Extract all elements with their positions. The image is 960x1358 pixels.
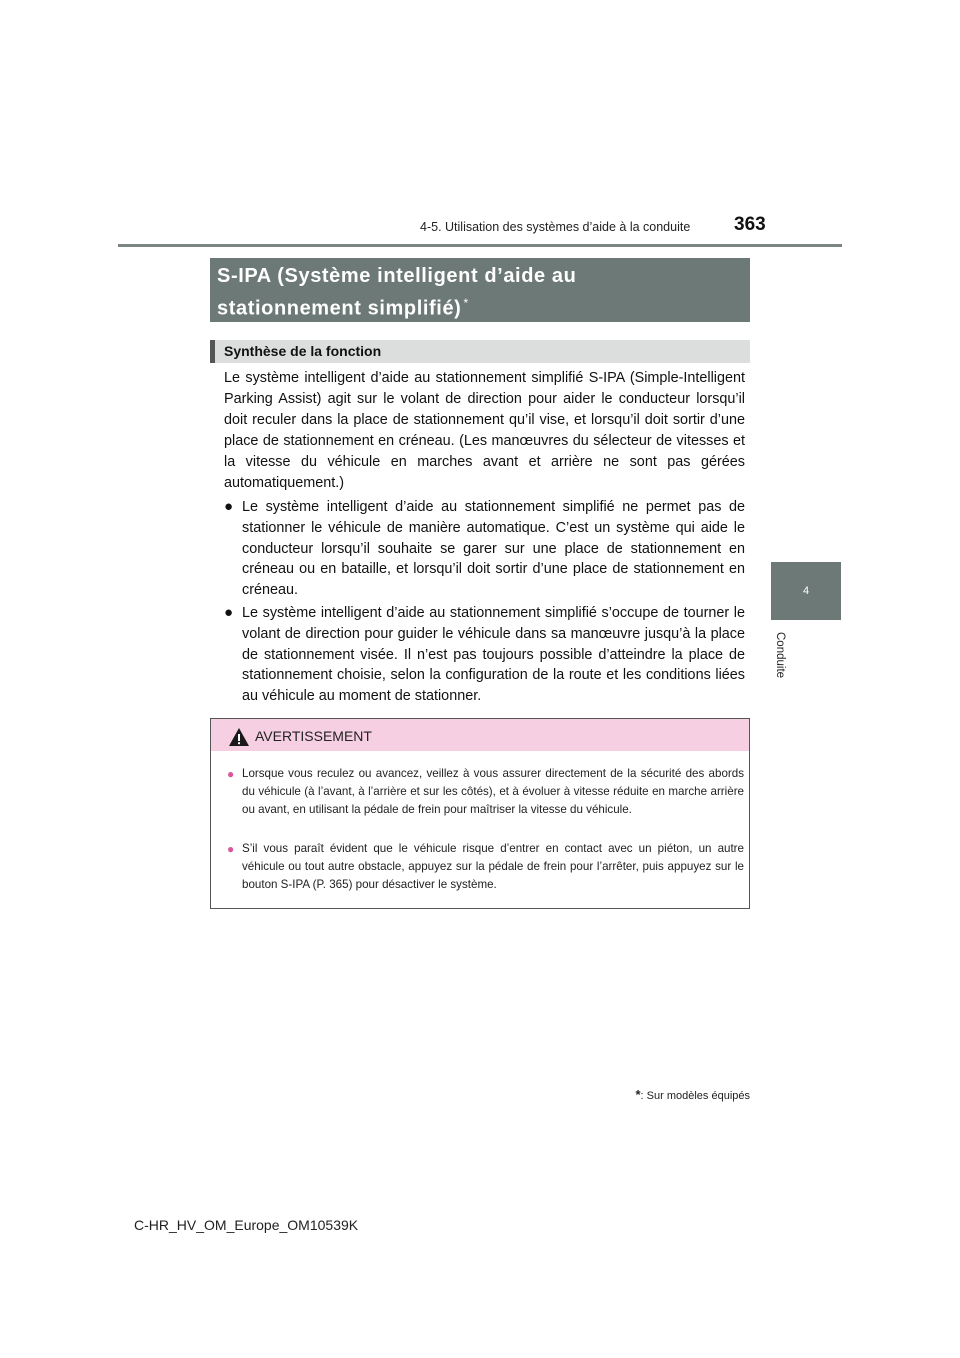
subsection-title: Synthèse de la fonction: [224, 343, 382, 359]
bullet-item: [224, 603, 745, 707]
bullet-text: Le système intelligent d’aide au stationnement simplifié ne permet pas de stationner le véhicule de manière automatique. C’est un système qui aide le conducteur lorsqu’il souhaite se garer sur une place de stationnement en créneau ou en bataille, et lorsqu’il doit sortir d’une place de stationnement en créneau.: [242, 499, 745, 599]
footnote-asterisk: *: [635, 1087, 641, 1102]
footnote: [600, 1087, 750, 1102]
intro-paragraph: Le système intelligent d’aide au stationnement simplifié S-IPA (Simple-Intelligent Parking Assist) agit sur le volant de direction pour aider le conducteur lorsqu’il doit reculer dans la place de stationnement qu’il vise, et lorsqu’il doit sortir d’une place de stationnement en créneau. (Les manœuvres du sélecteur de vitesses et la vitesse du véhicule en marches avant et arrière ne sont pas gérées automatiquement.): [224, 370, 745, 491]
warning-text: S’il vous paraît évident que le véhicule risque d’entrer en contact avec un piéton, un autre véhicule ou tout autre obstacle, appuyez sur la pédale de frein pour l’arrêter, puis appuyez sur le bouton S-IPA (P. 365) pour désactiver le système.: [242, 842, 744, 892]
warning-header: [211, 719, 749, 751]
warning-item: [227, 765, 744, 837]
title-asterisk: *: [463, 296, 469, 310]
section-title-line1: S-IPA (Système intelligent d’aide au: [217, 265, 577, 287]
bullet-text: Le système intelligent d’aide au stationnement simplifié s’occupe de tourner le volant de direction pour guider le véhicule dans sa manœuvre jusqu’à la place de stationnement visée. Il n’est pas toujours possible d’atteindre la place de stationnement choisie, selon la configuration de la route et les conditions liées au véhicule au moment de stationner.: [242, 605, 745, 705]
bullet-symbol: ●: [224, 604, 234, 621]
document-code: C-HR_HV_OM_Europe_OM10539K: [134, 1217, 359, 1233]
warning-title: AVERTISSEMENT: [255, 728, 372, 744]
subsection-header: [210, 340, 750, 363]
bullet-symbol: ●: [224, 498, 234, 515]
warning-text: Lorsque vous reculez ou avancez, veillez à vous assurer directement de la sécurité des abords du véhicule (à l’avant, à l’arrière et sur les côtés), et à évoluer à vitesse réduite en marche arrière ou avant, en utilisant la pédale de frein pour maîtriser la vitesse du véhicule.: [242, 767, 744, 817]
chapter-tab: [771, 562, 841, 620]
warning-box: [210, 718, 750, 909]
warning-triangle-icon: [228, 727, 250, 747]
header-section-title: 4-5. Utilisation des systèmes d’aide à la conduite: [420, 220, 691, 234]
bullet-item: [224, 497, 745, 601]
page-number: 363: [734, 214, 766, 235]
footnote-text: : Sur modèles équipés: [640, 1090, 750, 1102]
section-title: [217, 263, 576, 323]
warning-bullet: ●: [227, 767, 235, 781]
section-title-band: [210, 258, 750, 322]
chapter-number: 4: [802, 585, 810, 597]
section-title-line2: stationnement simplifié): [217, 297, 462, 320]
subsection-marker: [210, 340, 215, 363]
warning-bullet: ●: [227, 842, 235, 856]
header-rule: [118, 244, 842, 247]
chapter-label-text: Conduite: [774, 632, 786, 679]
warning-item: [227, 840, 744, 896]
chapter-label: [774, 632, 803, 692]
